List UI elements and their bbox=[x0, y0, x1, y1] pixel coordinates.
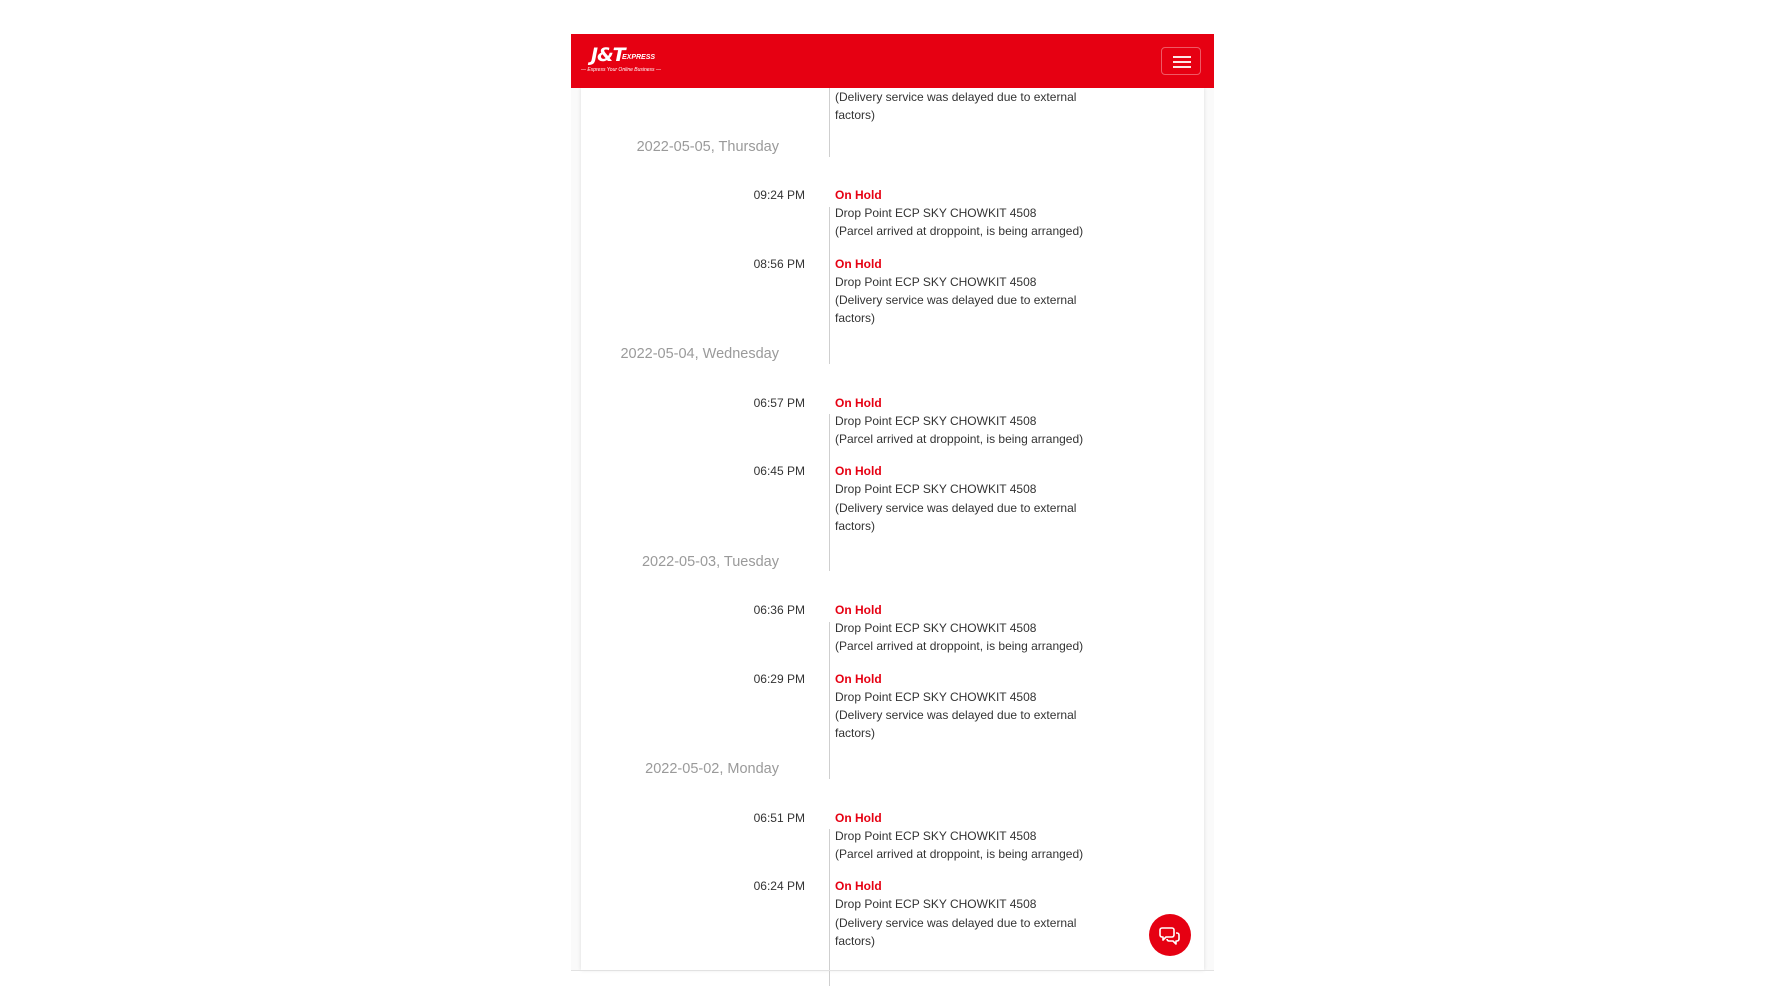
event-location: Drop Point ECP SKY CHOWKIT 4508 bbox=[835, 206, 1037, 220]
event-note: factors) bbox=[835, 519, 876, 533]
timeline-line bbox=[829, 622, 830, 779]
event-note: (Parcel arrived at droppoint, is being arranged) bbox=[835, 847, 1084, 861]
hamburger-menu-icon[interactable] bbox=[1161, 47, 1201, 75]
event-note: (Delivery service was delayed due to external bbox=[835, 916, 1077, 930]
event-note: factors) bbox=[835, 311, 876, 325]
event-time: 06:51 PM bbox=[753, 811, 805, 825]
logo-tagline: — Express Your Online Business — bbox=[581, 67, 661, 73]
timeline-line bbox=[829, 414, 830, 571]
event-note: (Parcel arrived at droppoint, is being arranged) bbox=[835, 224, 1084, 238]
event-note: (Parcel arrived at droppoint, is being arranged) bbox=[835, 639, 1084, 653]
status-badge: On Hold bbox=[835, 603, 882, 617]
logo-sub-text: EXPRESS bbox=[622, 54, 656, 61]
menu-bar bbox=[1173, 66, 1191, 68]
status-badge: On Hold bbox=[835, 811, 882, 825]
event-note: (Parcel arrived at droppoint, is being arranged) bbox=[835, 432, 1084, 446]
timeline-line bbox=[829, 829, 830, 986]
day-label: 2022-05-04, Wednesday bbox=[620, 346, 779, 362]
status-badge: On Hold bbox=[835, 396, 882, 410]
event-location: Drop Point ECP SKY CHOWKIT 4508 bbox=[835, 621, 1037, 635]
status-badge: On Hold bbox=[835, 188, 882, 202]
chat-bubbles-icon bbox=[1159, 924, 1181, 946]
event-location: Drop Point ECP SKY CHOWKIT 4508 bbox=[835, 829, 1037, 843]
app-header bbox=[571, 34, 1214, 88]
event-time: 08:56 PM bbox=[753, 257, 805, 271]
event-time: 06:36 PM bbox=[753, 603, 805, 617]
event-note: (Delivery service was delayed due to external bbox=[835, 293, 1077, 307]
menu-bar bbox=[1173, 56, 1191, 58]
event-location: Drop Point ECP SKY CHOWKIT 4508 bbox=[835, 414, 1037, 428]
menu-bar bbox=[1173, 61, 1191, 63]
chat-button[interactable] bbox=[1149, 914, 1191, 956]
day-label: 2022-05-05, Thursday bbox=[636, 139, 779, 155]
status-badge: On Hold bbox=[835, 672, 882, 686]
event-note: (Delivery service was delayed due to external bbox=[835, 501, 1077, 515]
event-note: factors) bbox=[835, 726, 876, 740]
logo-main-text: J&T bbox=[591, 44, 625, 66]
tracking-timeline-card bbox=[581, 88, 1204, 970]
event-time: 06:24 PM bbox=[753, 879, 805, 893]
event-note: factors) bbox=[835, 108, 876, 122]
event-note: factors) bbox=[835, 934, 876, 948]
event-time: 06:57 PM bbox=[753, 396, 805, 410]
event-note: (Delivery service was delayed due to external bbox=[835, 90, 1077, 104]
timeline-line bbox=[829, 88, 830, 157]
day-label: 2022-05-03, Tuesday bbox=[641, 554, 779, 570]
phone-viewport bbox=[571, 34, 1214, 970]
event-time: 06:45 PM bbox=[753, 464, 805, 478]
status-badge: On Hold bbox=[835, 879, 882, 893]
day-label: 2022-05-02, Monday bbox=[645, 761, 779, 777]
event-location: Drop Point ECP SKY CHOWKIT 4508 bbox=[835, 897, 1037, 911]
event-location: Drop Point ECP SKY CHOWKIT 4508 bbox=[835, 275, 1037, 289]
timeline-line bbox=[829, 207, 830, 364]
status-badge: On Hold bbox=[835, 257, 882, 271]
event-time: 09:24 PM bbox=[753, 188, 805, 202]
status-badge: On Hold bbox=[835, 464, 882, 478]
divider bbox=[571, 970, 1214, 971]
event-location: Drop Point ECP SKY CHOWKIT 4508 bbox=[835, 482, 1037, 496]
event-location: Drop Point ECP SKY CHOWKIT 4508 bbox=[835, 690, 1037, 704]
jt-express-logo[interactable] bbox=[581, 46, 663, 76]
event-time: 06:29 PM bbox=[753, 672, 805, 686]
event-note: (Delivery service was delayed due to external bbox=[835, 708, 1077, 722]
